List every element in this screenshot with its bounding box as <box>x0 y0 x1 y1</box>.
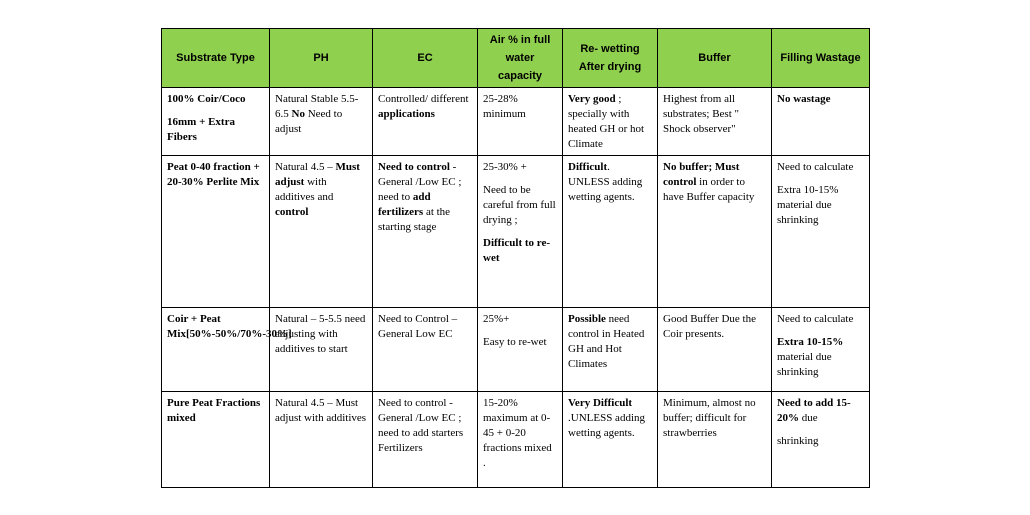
table-cell <box>162 88 270 156</box>
header-cell <box>478 29 563 88</box>
table-header <box>162 29 870 88</box>
table-cell <box>162 308 292 392</box>
table-cell <box>373 88 478 156</box>
cell-text: ; specially with heated GH or hot Climate <box>568 93 645 150</box>
cell-text: 16mm + Extra Fibers <box>167 116 235 143</box>
cell-text: control <box>275 206 309 218</box>
cell-text: Very good <box>568 93 616 105</box>
header-label: capacity <box>497 70 543 82</box>
cell-paragraph <box>777 183 864 228</box>
cell-text: . UNLESS adding wetting agents. <box>568 161 643 203</box>
cell-paragraph <box>568 396 652 441</box>
cell-text: Need to adjust <box>275 108 343 135</box>
table-body <box>162 88 870 488</box>
cell-paragraph <box>483 183 557 228</box>
cell-text: Coir + Peat Mix[50%-50%/70%-30%] <box>167 313 292 340</box>
header-label: Re- wetting <box>580 43 640 55</box>
cell-paragraph <box>275 312 367 357</box>
cell-text: .UNLESS adding wetting agents. <box>568 412 645 439</box>
cell-paragraph <box>777 92 864 107</box>
table-cell <box>373 156 478 308</box>
table-cell <box>270 308 373 392</box>
cell-paragraph <box>378 160 472 235</box>
cell-text: - General /Low EC ; need to <box>378 161 462 203</box>
cell-paragraph <box>483 396 557 471</box>
cell-text: 25-30% + <box>483 161 527 173</box>
cell-text: Good Buffer Due the Coir presents. <box>663 313 756 340</box>
table-cell <box>478 308 563 392</box>
cell-text: Controlled/ different <box>378 93 469 105</box>
table-cell <box>772 392 870 488</box>
cell-paragraph <box>777 312 864 327</box>
cell-text: Natural 4.5 – Must adjust with additives <box>275 397 367 424</box>
cell-text: Need to add 15-20% <box>777 397 851 424</box>
table-cell <box>162 392 270 488</box>
cell-text: in order to have Buffer capacity <box>663 176 755 203</box>
header-label: Air % in full <box>489 34 551 46</box>
cell-text: at the starting stage <box>378 206 451 233</box>
cell-paragraph <box>378 92 472 122</box>
cell-text: Very Difficult <box>568 397 633 409</box>
cell-paragraph <box>275 160 367 220</box>
cell-paragraph <box>167 92 264 107</box>
cell-text: Difficult to re-wet <box>483 237 550 264</box>
cell-paragraph <box>777 335 864 380</box>
cell-paragraph <box>483 236 557 266</box>
table-cell <box>658 308 772 392</box>
header-label: water <box>505 52 535 64</box>
cell-text: Need to control <box>378 161 450 173</box>
cell-text: No <box>291 108 305 120</box>
cell-text: Pure Peat Fractions mixed <box>167 397 261 424</box>
cell-text: Peat 0-40 fraction + 20-30% Perlite Mix <box>167 161 260 188</box>
cell-paragraph <box>663 160 766 205</box>
table-cell <box>478 88 563 156</box>
cell-text: Natural 4.5 – <box>275 161 336 173</box>
cell-paragraph <box>483 92 557 122</box>
table-cell <box>270 392 373 488</box>
header-label: EC <box>417 52 433 64</box>
cell-paragraph <box>167 312 292 342</box>
header-label: Substrate Type <box>176 52 255 64</box>
cell-text: No buffer; Must control <box>663 161 740 188</box>
table-cell <box>373 392 478 488</box>
header-label: PH <box>313 52 329 64</box>
cell-text: Need to control - General /Low EC ; need to add starters Fertilizers <box>378 397 464 454</box>
table-cell <box>270 88 373 156</box>
cell-text: Minimum, almost no buffer; difficult for strawberries <box>663 397 756 439</box>
cell-text: 25%+ <box>483 313 510 325</box>
cell-paragraph <box>568 92 652 152</box>
cell-text: due <box>799 412 818 424</box>
cell-text: 100% Coir/Coco <box>167 93 246 105</box>
header-cell <box>658 29 772 88</box>
table-cell <box>772 88 870 156</box>
cell-text: Easy to re-wet <box>483 336 547 348</box>
table-cell <box>658 392 772 488</box>
cell-text: add fertilizers <box>378 191 431 218</box>
table-cell <box>658 88 772 156</box>
cell-text: Natural – 5-5.5 need adjusting with additives to start <box>275 313 366 355</box>
cell-text: No wastage <box>777 93 831 105</box>
header-row <box>162 29 870 88</box>
table-cell <box>772 308 870 392</box>
cell-paragraph <box>568 312 652 372</box>
cell-text: Extra 10-15% material due shrinking <box>777 184 839 226</box>
cell-text: material due shrinking <box>777 351 832 378</box>
cell-paragraph <box>663 396 766 441</box>
cell-text: need control in Heated GH and Hot Climates <box>568 313 645 370</box>
cell-text: Natural Stable 5.5-6.5 <box>275 93 359 120</box>
table-cell <box>563 308 658 392</box>
table-cell <box>478 392 563 488</box>
cell-text: shrinking <box>777 435 819 447</box>
cell-text: applications <box>378 108 435 120</box>
cell-paragraph <box>483 160 557 175</box>
cell-paragraph <box>483 335 557 350</box>
cell-paragraph <box>167 396 264 426</box>
cell-paragraph <box>777 160 864 175</box>
cell-paragraph <box>167 160 264 190</box>
cell-paragraph <box>378 396 472 456</box>
cell-paragraph <box>777 396 864 426</box>
cell-paragraph <box>275 396 367 426</box>
header-cell <box>162 29 270 88</box>
cell-paragraph <box>483 312 557 327</box>
header-cell <box>563 29 658 88</box>
cell-text: Difficult <box>568 161 608 173</box>
cell-paragraph <box>663 92 766 137</box>
header-label: After drying <box>578 61 642 73</box>
cell-paragraph <box>568 160 652 205</box>
cell-paragraph <box>663 312 766 342</box>
cell-paragraph <box>777 434 864 449</box>
table-cell <box>772 156 870 308</box>
cell-paragraph <box>378 312 472 342</box>
cell-text: Extra 10-15% <box>777 336 844 348</box>
table-row <box>162 88 870 156</box>
substrate-comparison-table <box>161 28 870 488</box>
cell-text: Highest from all substrates; Best " Shock observer" <box>663 93 739 135</box>
cell-text: 25-28% minimum <box>483 93 526 120</box>
table-row <box>162 392 870 488</box>
cell-text: Need to Control – General Low EC <box>378 313 458 340</box>
cell-text: with additives and <box>275 176 334 203</box>
header-label: Buffer <box>698 52 731 64</box>
header-label: Filling Wastage <box>780 52 861 64</box>
table-cell <box>162 156 270 308</box>
header-cell <box>772 29 870 88</box>
table-cell <box>373 308 478 392</box>
table-row <box>162 308 870 392</box>
cell-text: Need to calculate <box>777 161 854 173</box>
table-cell <box>270 156 373 308</box>
table-row <box>162 156 870 308</box>
cell-text: Need to calculate <box>777 313 854 325</box>
cell-text: Need to be careful from full drying ; <box>483 184 556 226</box>
table-cell <box>563 88 658 156</box>
cell-text: Must adjust <box>275 161 360 188</box>
table-cell <box>563 156 658 308</box>
header-cell <box>373 29 478 88</box>
cell-text: 15-20% maximum at 0-45 + 0-20 fractions mixed . <box>483 397 552 469</box>
table-cell <box>563 392 658 488</box>
header-cell <box>270 29 373 88</box>
table-cell <box>478 156 563 308</box>
cell-paragraph <box>167 115 264 145</box>
table-cell <box>658 156 772 308</box>
cell-paragraph <box>275 92 367 137</box>
cell-text: Possible <box>568 313 606 325</box>
